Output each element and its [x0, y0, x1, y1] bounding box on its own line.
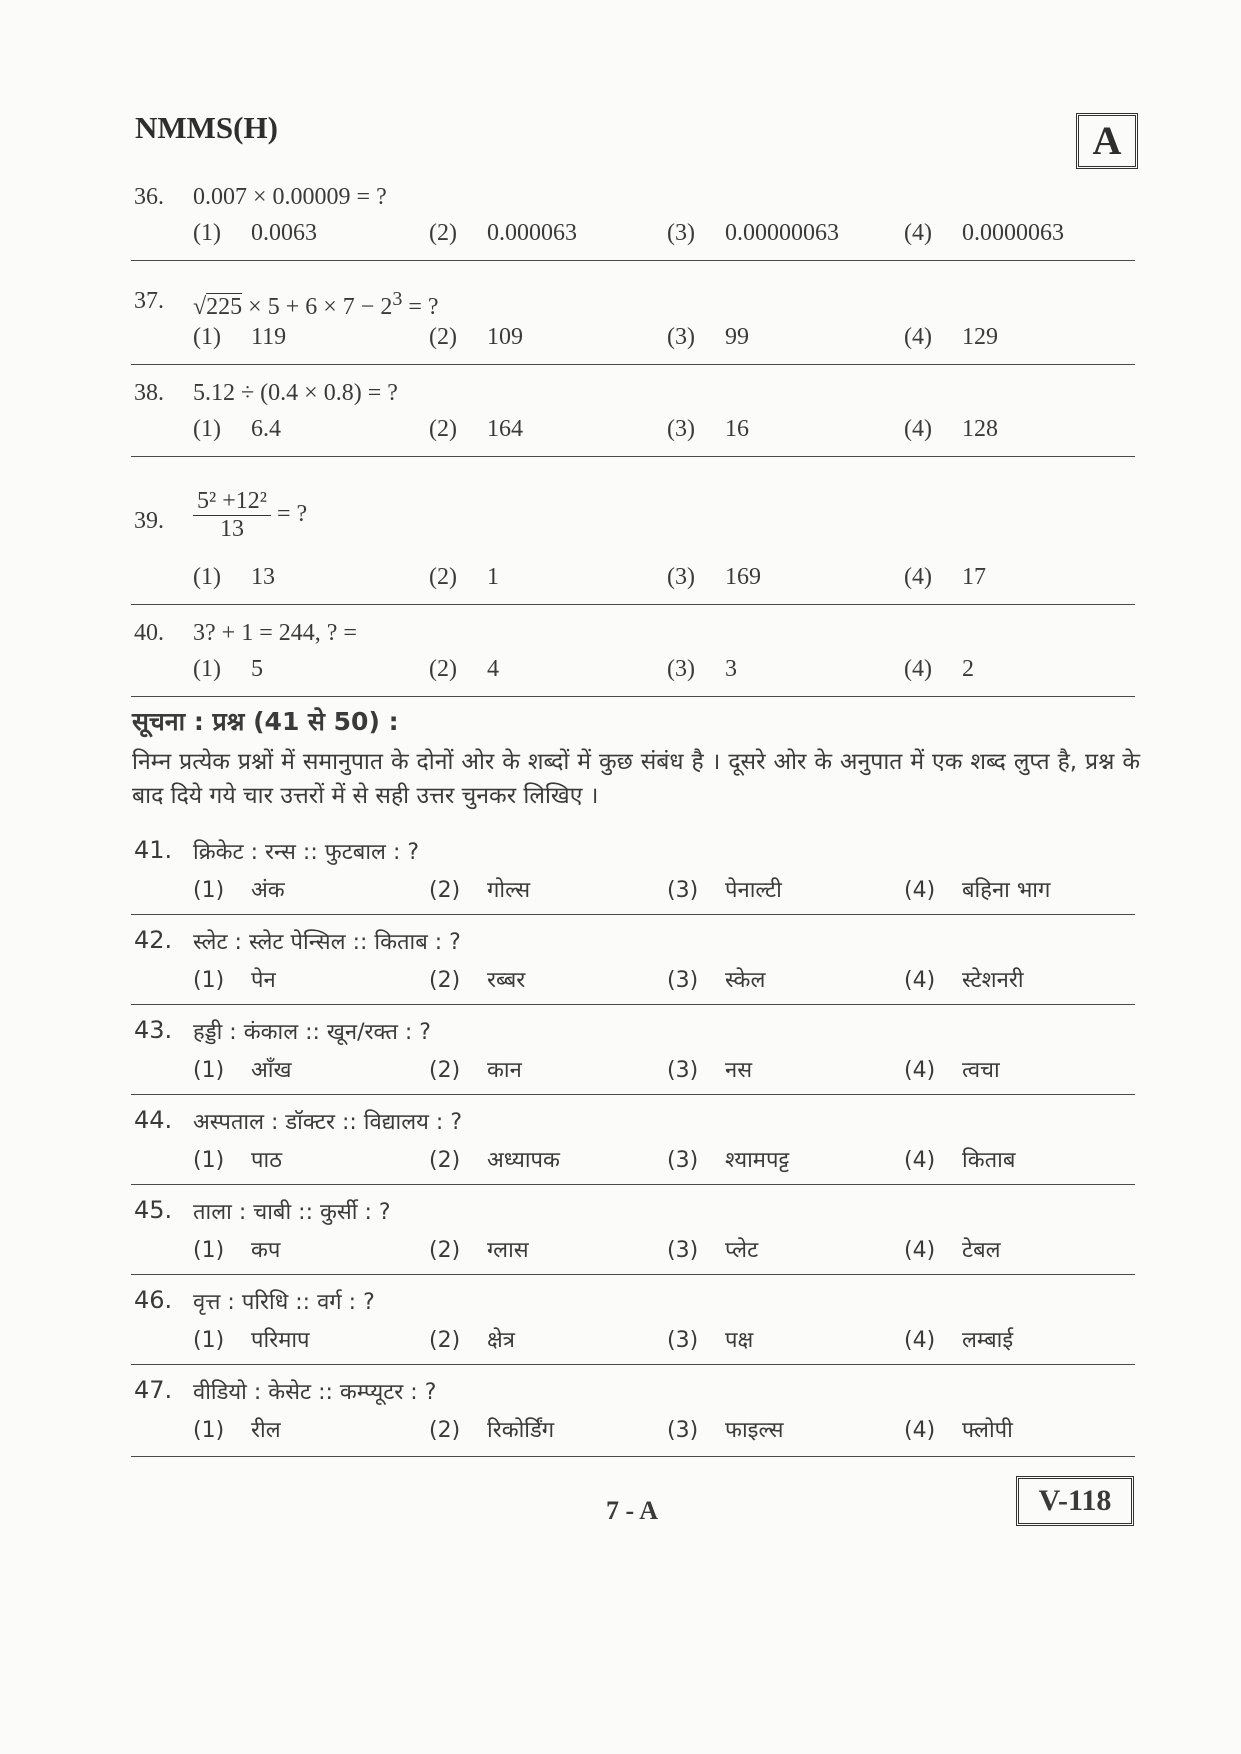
option-4[interactable]: (4) 129 — [904, 324, 998, 350]
option-1[interactable]: (1) कप — [193, 1238, 281, 1263]
option-4[interactable]: (4) 128 — [904, 416, 998, 442]
option-4[interactable]: (4) स्टेशनरी — [904, 968, 1024, 993]
question-text: क्रिकेट : रन्स :: फुटबाल : ? — [193, 840, 420, 865]
question-text: अस्पताल : डॉक्टर :: विद्यालय : ? — [193, 1110, 463, 1135]
divider — [131, 456, 1135, 457]
question-number: 45. — [134, 1196, 173, 1224]
exam-code: NMMS(H) — [135, 110, 278, 145]
option-1[interactable]: (1) 13 — [193, 564, 275, 590]
divider — [131, 914, 1135, 915]
option-1[interactable]: (1) पेन — [193, 968, 276, 993]
option-3[interactable]: (3) 0.00000063 — [667, 220, 839, 246]
question-number: 44. — [134, 1106, 173, 1134]
question-text: ताला : चाबी :: कुर्सी : ? — [193, 1200, 391, 1225]
question-number: 43. — [134, 1016, 173, 1044]
divider — [131, 604, 1135, 605]
option-3[interactable]: (3) 3 — [667, 656, 737, 682]
option-2[interactable]: (2) 4 — [429, 656, 499, 682]
notice-heading: सूचना : प्रश्न (41 से 50) : — [132, 707, 399, 736]
option-1[interactable]: (1) परिमाप — [193, 1328, 310, 1353]
option-1[interactable]: (1) 6.4 — [193, 416, 281, 442]
question-number: 42. — [134, 926, 173, 954]
page-number: 7 - A — [606, 1496, 658, 1525]
option-4[interactable]: (4) त्वचा — [904, 1058, 1000, 1083]
question-number: 47. — [134, 1376, 173, 1404]
divider — [131, 696, 1135, 697]
option-2[interactable]: (2) 0.000063 — [429, 220, 577, 246]
option-4[interactable]: (4) 0.0000063 — [904, 220, 1064, 246]
question-text: 5.12 ÷ (0.4 × 0.8) = ? — [193, 380, 398, 406]
set-badge: A — [1076, 113, 1138, 169]
question-text: $√225 \times 5 + 6 \times 7 - 2^3$ = ? — [193, 288, 439, 320]
option-3[interactable]: (3) पेनाल्टी — [667, 878, 782, 903]
option-1[interactable]: (1) 119 — [193, 324, 287, 350]
notice-body: निम्न प्रत्येक प्रश्नों में समानुपात के दोनों ओर के शब्दों में कुछ संबंध है । दूसरे ओर के अनुपात में एक शब्द लुप्त है, प्रश्न के बाद दिये गये चार उत्तरों में से सही उत्तर चुनकर लिखिए । — [132, 749, 1140, 809]
question-number: 37. — [134, 288, 164, 314]
option-3[interactable]: (3) प्लेट — [667, 1238, 759, 1263]
question-text: 0.007 × 0.00009 = ? — [193, 184, 387, 210]
question-number: 38. — [134, 380, 164, 406]
option-3[interactable]: (3) स्केल — [667, 968, 766, 993]
divider — [131, 260, 1135, 261]
option-2[interactable]: (2) कान — [429, 1058, 522, 1083]
question-number: 36. — [134, 184, 164, 210]
question-number: 41. — [134, 836, 173, 864]
option-2[interactable]: (2) 109 — [429, 324, 523, 350]
option-3[interactable]: (3) 16 — [667, 416, 749, 442]
option-2[interactable]: (2) 1 — [429, 564, 499, 590]
option-1[interactable]: (1) 0.0063 — [193, 220, 317, 246]
question-text: हड्डी : कंकाल :: खून/रक्त : ? — [193, 1020, 431, 1045]
option-2[interactable]: (2) क्षेत्र — [429, 1328, 515, 1353]
option-4[interactable]: (4) 17 — [904, 564, 986, 590]
option-2[interactable]: (2) 164 — [429, 416, 523, 442]
option-4[interactable]: (4) फ्लोपी — [904, 1418, 1013, 1443]
divider — [131, 1004, 1135, 1005]
option-1[interactable]: (1) आँख — [193, 1058, 292, 1083]
question-text: वीडियो : केसेट :: कम्प्यूटर : ? — [193, 1380, 437, 1405]
question-text: वृत्त : परिधि :: वर्ग : ? — [193, 1290, 375, 1315]
question-text: $\frac{\text{5² +12²}}{13}$ = ? — [193, 488, 307, 543]
divider — [131, 1094, 1135, 1095]
divider — [131, 1364, 1135, 1365]
question-number: 39. — [134, 508, 164, 534]
option-1[interactable]: (1) पाठ — [193, 1148, 282, 1173]
option-3[interactable]: (3) फाइल्स — [667, 1418, 784, 1443]
option-3[interactable]: (3) नस — [667, 1058, 753, 1083]
booklet-code-badge: V-118 — [1016, 1476, 1134, 1526]
option-2[interactable]: (2) रिकोर्डिंग — [429, 1418, 555, 1443]
divider — [131, 1274, 1135, 1275]
question-number: 46. — [134, 1286, 173, 1314]
option-2[interactable]: (2) रब्बर — [429, 968, 526, 993]
divider — [131, 1184, 1135, 1185]
divider — [131, 364, 1135, 365]
option-4[interactable]: (4) 2 — [904, 656, 974, 682]
option-3[interactable]: (3) 99 — [667, 324, 749, 350]
option-3[interactable]: (3) श्यामपट्ट — [667, 1148, 790, 1173]
question-number: 40. — [134, 620, 164, 646]
option-1[interactable]: (1) 5 — [193, 656, 263, 682]
option-1[interactable]: (1) अंक — [193, 878, 285, 903]
option-2[interactable]: (2) अध्यापक — [429, 1148, 560, 1173]
divider — [131, 1456, 1135, 1457]
option-4[interactable]: (4) किताब — [904, 1148, 1016, 1173]
option-4[interactable]: (4) लम्बाई — [904, 1328, 1014, 1353]
option-2[interactable]: (2) गोल्स — [429, 878, 531, 903]
question-text: स्लेट : स्लेट पेन्सिल :: किताब : ? — [193, 930, 461, 955]
question-text: 3? + 1 = 244, ? = — [193, 620, 357, 646]
option-1[interactable]: (1) रील — [193, 1418, 281, 1443]
option-4[interactable]: (4) बहिना भाग — [904, 878, 1051, 903]
option-3[interactable]: (3) 169 — [667, 564, 761, 590]
option-2[interactable]: (2) ग्लास — [429, 1238, 529, 1263]
option-4[interactable]: (4) टेबल — [904, 1238, 1001, 1263]
option-3[interactable]: (3) पक्ष — [667, 1328, 754, 1353]
